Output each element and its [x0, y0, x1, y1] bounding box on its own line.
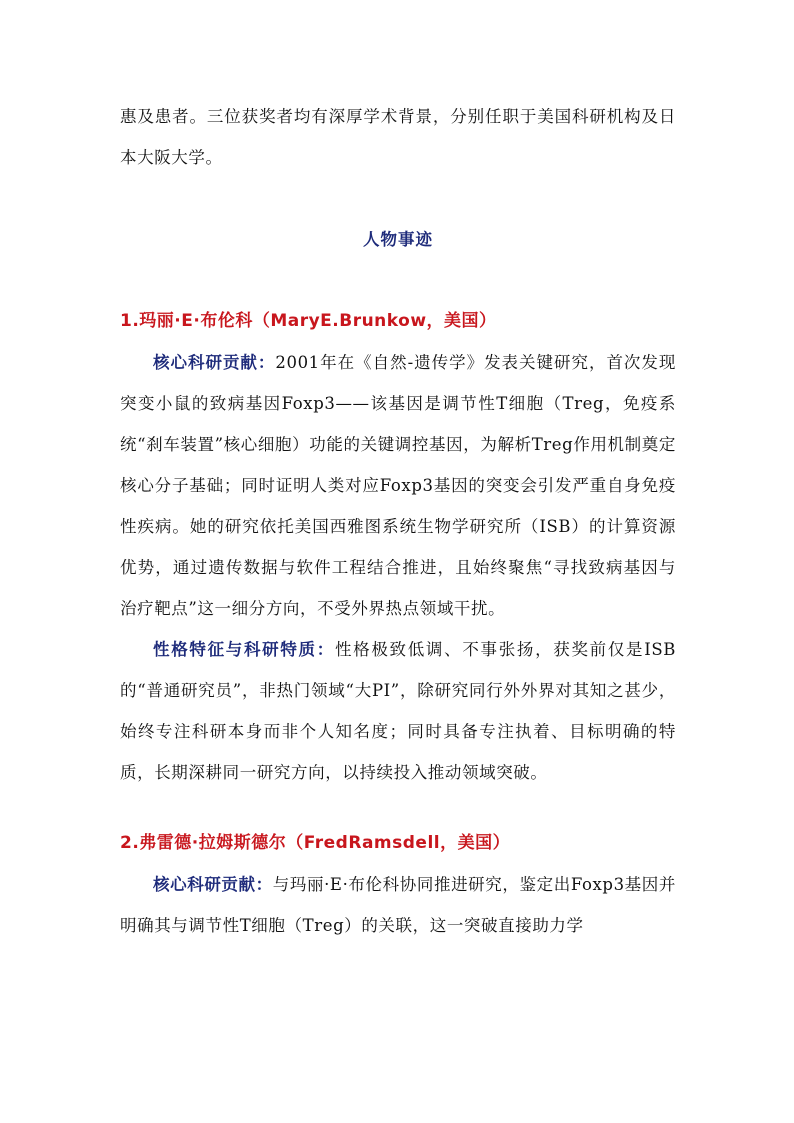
paragraph-text: 2001年在《自然-遗传学》发表关键研究，首次发现突变小鼠的致病基因Foxp3——该基因是调节性T细胞（Treg，免疫系统“刹车装置”核心细胞）功能的关键调控基因，为解析Treg作用机制奠定核心分子基础；同时证明人类对应Foxp3基因的突变会引发严重自身免疫性疾病。她的研究依托美国西雅图系统生物学研究所（ISB）的计算资源优势，通过遗传数据与软件工程结合推进，且始终聚焦“寻找致病基因与治疗靶点”这一细分方向，不受外界热点领域干扰。: [120, 353, 676, 618]
paragraph-label: 核心科研贡献：: [153, 353, 276, 372]
spacer: [120, 260, 676, 301]
paragraph-text: 性格极致低调、不事张扬，获奖前仅是ISB的“普通研究员”，非热门领域“大PI”，除研究同行外外界对其知之甚少，始终专注科研本身而非个人知名度；同时具备专注执着、目标明确的特质，长期深耕同一研究方向，以持续投入推动领域突破。: [120, 640, 677, 782]
spacer: [120, 178, 676, 219]
paragraph-label: 核心科研贡献：: [153, 875, 273, 894]
person-heading: 2.弗雷德·拉姆斯德尔（FredRamsdell，美国）: [120, 833, 511, 853]
intro-paragraph: 惠及患者。三位获奖者均有深厚学术背景，分别任职于美国科研机构及日本大阪大学。: [120, 107, 676, 167]
character-paragraph: [120, 629, 676, 793]
section-title: 人物事迹: [363, 230, 433, 249]
paragraph-label: 性格特征与科研特质：: [153, 640, 335, 659]
document-content: [120, 96, 676, 946]
spacer: [120, 793, 676, 823]
person-heading: 1.玛丽·E·布伦科（MaryE.Brunkow，美国）: [120, 311, 497, 331]
paragraph-text: 与玛丽·E·布伦科协同推进研究，鉴定出Foxp3基因并明确其与调节性T细胞（Treg）的关联，这一突破直接助力学: [120, 875, 676, 935]
contribution-paragraph: [120, 864, 676, 946]
contribution-paragraph: [120, 342, 676, 629]
